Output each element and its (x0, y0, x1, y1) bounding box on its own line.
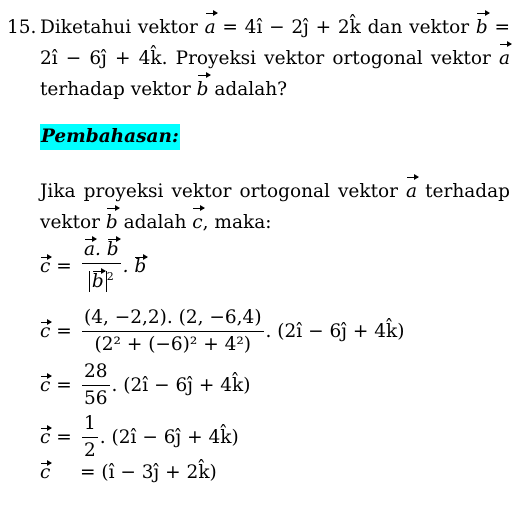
vector-a-value: 4î − 2ĵ + 2k̂ (244, 17, 361, 38)
question-text: Diketahui vektor a = 4î − 2ĵ + 2k̂ dan vektor b = 2î − 6ĵ + 4k̂. Proyeksi vektor ortogonal vektor a terhadap vektor b adalah? (40, 12, 510, 105)
question-block (7, 12, 512, 105)
vector-b-value: 2î − 6ĵ + 4k̂ (40, 48, 162, 69)
step-1-formula: c = $\frac{a. b}{b ^2}$ . b (40, 239, 147, 293)
solution-heading: Pembahasan: (40, 124, 180, 150)
question-number: 15. (7, 17, 37, 38)
step-4-simplified: c = $\frac{1}{2}$ . (2î − 6ĵ + 4k̂) (40, 413, 239, 461)
solution-intro: Jika proyeksi vektor ortogonal vektor a terhadap vektor b adalah c, maka: (40, 176, 510, 238)
step-5-result: c = (î − 3ĵ + 2k̂) (40, 462, 217, 483)
step-2-substitution: c = $\frac{(4, -2,2). (2, -6,4)}{\text{(2² + (−6)² + 4²)}}$ . (2î − 6ĵ + 4k̂) (40, 307, 405, 355)
step-3-fraction: c = $\frac{28}{56}$ . (2î − 6ĵ + 4k̂) (40, 361, 251, 409)
